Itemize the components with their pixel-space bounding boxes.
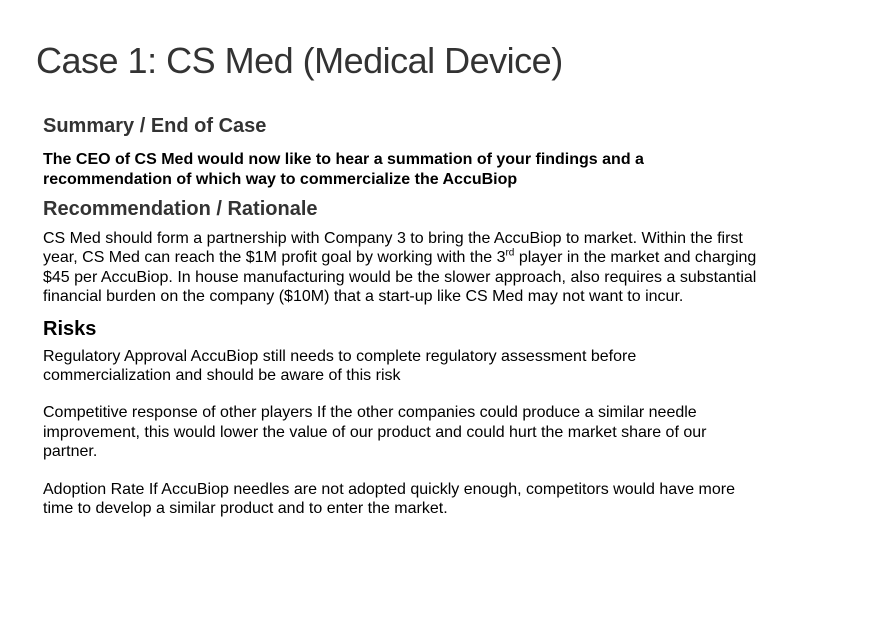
recommendation-text-part-2: player in the market and charging $45 per AccuBiop. In house manufacturing would be the slower approach, also requires a substantial financial burden on the company ($10M) that a start-up like CS Med may not want to incur. <box>43 249 757 306</box>
recommendation-text <box>43 229 763 307</box>
summary-heading: Summary / End of Case <box>43 115 267 137</box>
risk-adoption-rate: Adoption Rate If AccuBiop needles are not adopted quickly enough, competitors would have more time to develop a similar product and to enter the market. <box>43 480 735 518</box>
recommendation-text-part-1: CS Med should form a partnership with Company 3 to bring the AccuBiop to market. Within the first year, CS Med can reach the $1M profit goal by working with the 3 <box>43 230 743 267</box>
slide-title: Case 1: CS Med (Medical Device) <box>36 40 563 81</box>
risk-regulatory-approval: Regulatory Approval AccuBiop still needs to complete regulatory assessment before commercialization and should be aware of this risk <box>43 347 637 385</box>
risk-competitive-response: Competitive response of other players If the other companies could produce a similar needle improvement, this would lower the value of our product and could hurt the market share of our partner. <box>43 404 707 461</box>
risks-heading: Risks <box>43 317 97 340</box>
recommendation-heading: Recommendation / Rationale <box>43 198 318 220</box>
ordinal-superscript: rd <box>505 248 515 260</box>
slide-content <box>43 112 763 518</box>
summary-text: The CEO of CS Med would now like to hear a summation of your findings and a recommendation of which way to commercialize the AccuBiop <box>43 151 644 188</box>
